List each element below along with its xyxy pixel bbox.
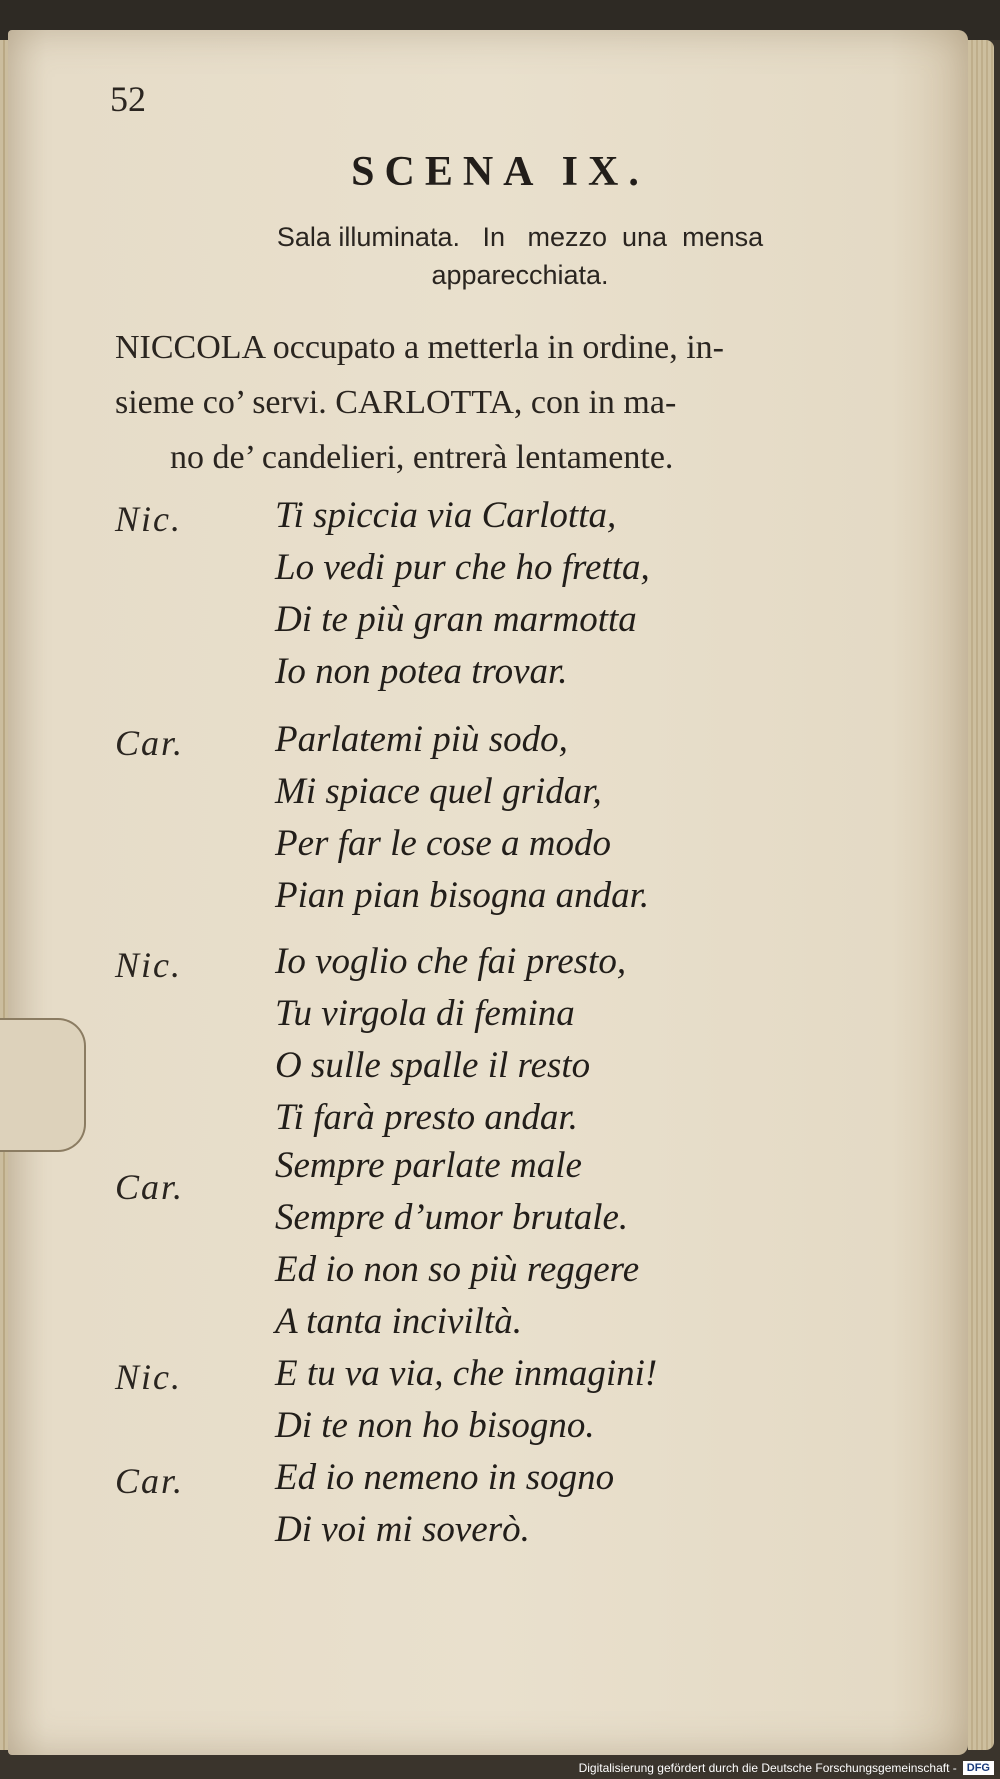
scene-title: SCENA IX. <box>351 149 649 195</box>
verse-line: Io non potea trovar. <box>275 651 568 692</box>
verse-group <box>275 1348 657 1452</box>
verse-line: Ti spiccia via Carlotta, <box>275 495 617 536</box>
verse-line: E tu va via, che inmagini! <box>275 1353 658 1394</box>
verse-line: Sempre d’umor brutale. <box>275 1197 629 1238</box>
intro-line: no de’ candelieri, entrerà lentamente. <box>170 439 674 476</box>
intro-line: NICCOLA occupato a metterla in ordine, in- <box>115 329 724 366</box>
speaker-label: Car. <box>115 1461 185 1501</box>
dfg-logo: DFG <box>963 1761 994 1775</box>
speaker-label: Nic. <box>115 499 182 539</box>
speaker-label: Nic. <box>115 945 182 985</box>
verse-group <box>275 490 650 698</box>
verse-line: A tanta inciviltà. <box>275 1301 522 1342</box>
verse-line: Di voi mi soverò. <box>275 1509 530 1550</box>
verse-line: Tu virgola di femina <box>275 993 575 1034</box>
verse-group <box>275 936 626 1144</box>
verse-line: Sempre parlate male <box>275 1145 582 1186</box>
verse-line: Ti farà presto andar. <box>275 1097 578 1138</box>
verse-group <box>275 1452 614 1556</box>
stage-direction <box>205 218 835 294</box>
verse-line: Ed io nemeno in sogno <box>275 1457 615 1498</box>
page-stack-edge <box>968 40 994 1750</box>
verse-line: O sulle spalle il resto <box>275 1045 591 1086</box>
verse-line: Mi spiace quel gridar, <box>275 771 602 812</box>
stage-direction-line: Sala illuminata. In mezzo una mensa <box>276 222 764 252</box>
bookmark-tab <box>0 1018 86 1152</box>
verse-line: Ed io non so più reggere <box>275 1249 640 1290</box>
verse-line: Di te non ho bisogno. <box>275 1405 595 1446</box>
verse-line: Parlatemi più sodo, <box>275 719 568 760</box>
stage-direction-line: apparecchiata. <box>431 260 609 290</box>
verse-line: Per far le cose a modo <box>275 823 612 864</box>
speaker-label: Car. <box>115 723 185 763</box>
credit-text: Digitalisierung gefördert durch die Deutsche Forschungsgemeinschaft - <box>578 1761 957 1775</box>
speaker-label: Nic. <box>115 1357 182 1397</box>
digitization-credit <box>579 1761 994 1775</box>
verse-line: Lo vedi pur che ho fretta, <box>275 547 650 588</box>
verse-group <box>275 1140 639 1348</box>
speaker-label: Car. <box>115 1167 185 1207</box>
intro-line: sieme co’ servi. CARLOTTA, con in ma- <box>115 384 677 421</box>
characters-intro <box>115 320 920 485</box>
verse-line: Pian pian bisogna andar. <box>275 875 650 916</box>
page-number: 52 <box>110 79 146 119</box>
verse-line: Io voglio che fai presto, <box>275 941 627 982</box>
verse-group <box>275 714 649 922</box>
verse-line: Di te più gran marmotta <box>275 599 637 640</box>
